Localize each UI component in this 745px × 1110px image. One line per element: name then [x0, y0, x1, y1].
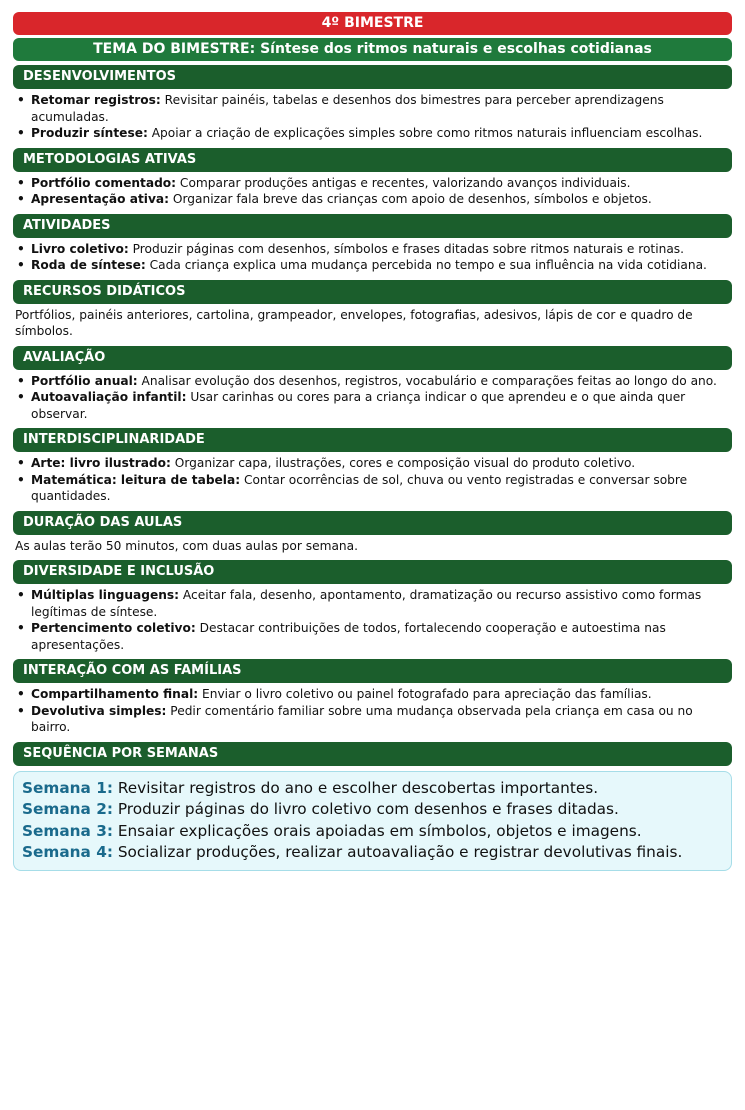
item-text: Revisitar painéis, tabelas e desenhos dos bimestres para perceber aprendizagens acumuladas.: [31, 93, 664, 124]
item-text: Contar ocorrências de sol, chuva ou vento registradas e conversar sobre quantidades.: [31, 472, 688, 503]
list-item: [15, 125, 730, 142]
section-body-familias: [13, 683, 732, 738]
item-label: Matemática: leitura de tabela:: [31, 472, 241, 487]
section-header-avaliacao: AVALIAÇÃO: [13, 346, 732, 370]
section-body-recursos: [13, 304, 732, 342]
item-text: Comparar produções antigas e recentes, valorizando avanços individuais.: [176, 175, 631, 190]
list-item: [15, 92, 730, 125]
section-body-duracao: [13, 535, 732, 557]
item-label: Produzir síntese:: [31, 126, 148, 140]
week-label: Semana 1:: [22, 778, 113, 797]
week-text: Ensaiar explicações orais apoiadas em símbolos, objetos e imagens.: [112, 821, 642, 840]
section-header-atividades: ATIVIDADES: [13, 214, 732, 238]
week-label: Semana 2:: [22, 800, 113, 818]
recursos-text: Portfólios, painéis anteriores, cartolina, grampeador, envelopes, fotografias, adesivos, lápis de cor e quadro de símbolos.: [15, 307, 693, 338]
section-header-sequencia: SEQUÊNCIA POR SEMANAS: [13, 742, 732, 766]
item-label: Arte: livro ilustrado:: [31, 456, 171, 470]
item-text: Pedir comentário familiar sobre uma mudança observada pela criança em casa ou no bairro.: [31, 703, 693, 734]
item-label: Retomar registros:: [31, 93, 161, 107]
item-text: Organizar capa, ilustrações, cores e composição visual do produto coletivo.: [170, 456, 636, 470]
theme-banner: TEMA DO BIMESTRE: Síntese dos ritmos naturais e escolhas cotidianas: [13, 38, 732, 61]
week-row: [22, 799, 723, 821]
week-text: Revisitar registros do ano e escolher descobertas importantes.: [112, 778, 599, 797]
section-header-interdisciplinaridade: INTERDISCIPLINARIDADE: [13, 428, 732, 452]
duracao-text: As aulas terão 50 minutos, com duas aulas por semana.: [15, 538, 358, 553]
item-label: Devolutiva simples:: [31, 703, 167, 718]
week-label: Semana 4:: [22, 843, 113, 861]
section-header-diversidade: DIVERSIDADE E INCLUSÃO: [13, 560, 732, 584]
week-text: Socializar produções, realizar autoavaliação e registrar devolutivas finais.: [112, 843, 683, 861]
section-header-metodologias: METODOLOGIAS ATIVAS: [13, 148, 732, 172]
item-label: Apresentação ativa:: [31, 192, 170, 206]
item-text: Aceitar fala, desenho, apontamento, dramatização ou recurso assistivo como formas legítimas de síntese.: [31, 588, 702, 619]
item-text: Analisar evolução dos desenhos, registros, vocabulário e comparações feitas ao longo do ano.: [137, 373, 717, 388]
list-item: [15, 257, 730, 274]
section-header-recursos: RECURSOS DIDÁTICOS: [13, 280, 732, 304]
list-item: [15, 241, 730, 258]
list-item: [15, 455, 730, 472]
item-text: Destacar contribuições de todos, fortalecendo cooperação e autoestima nas apresentações.: [31, 621, 666, 652]
week-row: [22, 821, 723, 843]
list-item: [15, 620, 730, 653]
section-body-interdisciplinaridade: [13, 452, 732, 507]
bimester-title: 4º BIMESTRE: [13, 12, 732, 35]
item-text: Produzir páginas com desenhos, símbolos e frases ditadas sobre ritmos naturais e rotinas.: [128, 241, 685, 256]
week-label: Semana 3:: [22, 821, 113, 840]
week-text: Produzir páginas do livro coletivo com desenhos e frases ditadas.: [112, 800, 619, 818]
list-item: [15, 389, 730, 422]
item-text: Usar carinhas ou cores para a criança indicar o que aprendeu e o que ainda quer observar.: [31, 390, 686, 421]
weeks-box: [13, 771, 732, 871]
section-body-metodologias: [13, 172, 732, 210]
item-label: Portfólio anual:: [31, 373, 138, 388]
list-item: [15, 686, 730, 703]
item-label: Múltiplas linguagens:: [31, 588, 180, 602]
section-header-duracao: DURAÇÃO DAS AULAS: [13, 511, 732, 535]
list-item: [15, 472, 730, 505]
list-item: [15, 587, 730, 620]
week-row: [22, 778, 723, 800]
section-header-familias: INTERAÇÃO COM AS FAMÍLIAS: [13, 659, 732, 683]
list-item: [15, 373, 730, 390]
week-row: [22, 842, 723, 864]
item-label: Pertencimento coletivo:: [31, 621, 196, 635]
item-text: Cada criança explica uma mudança percebida no tempo e sua influência na vida cotidiana.: [145, 258, 707, 272]
item-label: Portfólio comentado:: [31, 175, 177, 190]
item-label: Autoavaliação infantil:: [31, 390, 187, 404]
section-body-diversidade: [13, 584, 732, 655]
section-header-desenvolvimentos: DESENVOLVIMENTOS: [13, 65, 732, 89]
item-text: Organizar fala breve das crianças com apoio de desenhos, símbolos e objetos.: [169, 192, 652, 206]
section-body-desenvolvimentos: [13, 89, 732, 144]
item-label: Livro coletivo:: [31, 241, 129, 256]
list-item: [15, 175, 730, 192]
item-text: Enviar o livro coletivo ou painel fotografado para apreciação das famílias.: [198, 687, 652, 701]
list-item: [15, 191, 730, 208]
section-body-avaliacao: [13, 370, 732, 425]
section-body-atividades: [13, 238, 732, 276]
item-label: Roda de síntese:: [31, 258, 146, 272]
item-text: Apoiar a criação de explicações simples sobre como ritmos naturais influenciam escolhas.: [147, 126, 703, 140]
list-item: [15, 703, 730, 736]
item-label: Compartilhamento final:: [31, 687, 199, 701]
